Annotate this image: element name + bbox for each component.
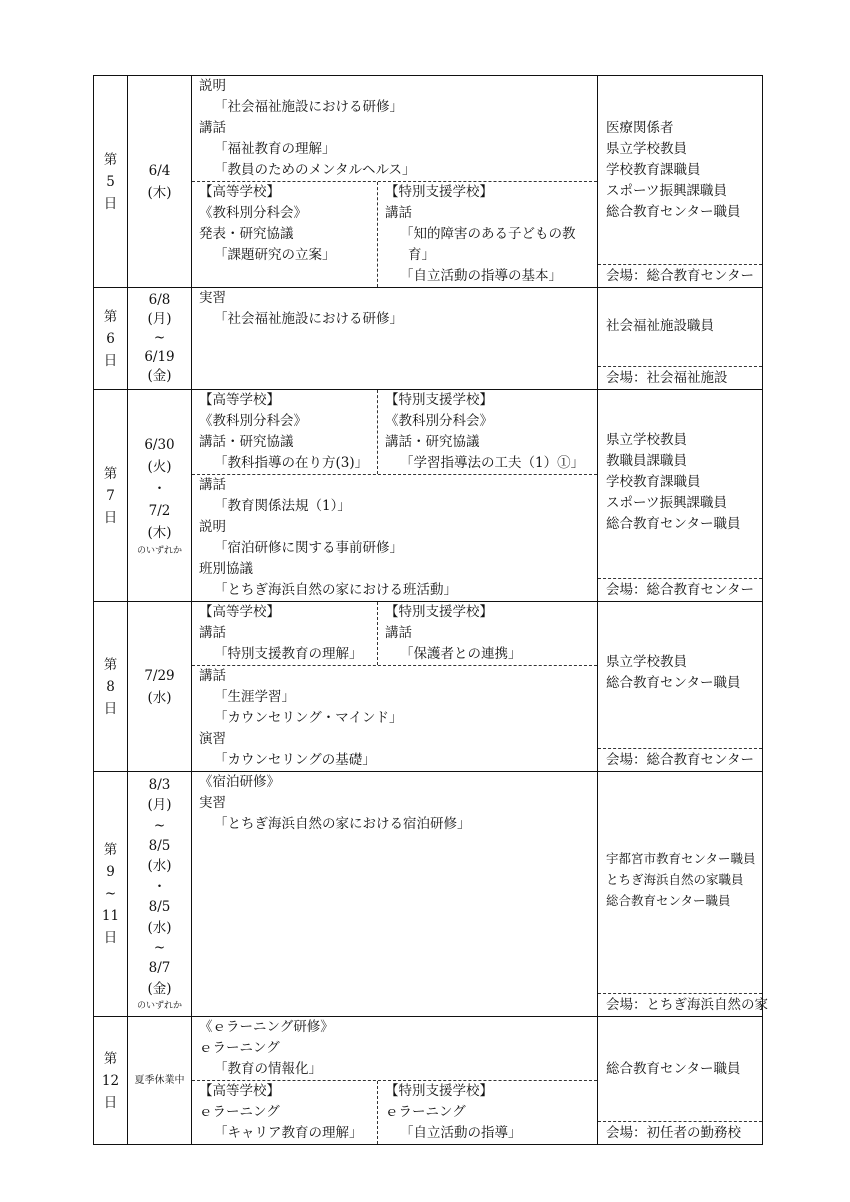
content-line: 講話 [199, 120, 226, 136]
special-support-block: 【特別支援学校】 講話 「知的障害のある子どもの教 育」 「自立活動の指導の基本」 [385, 184, 576, 284]
high-school-block: 【高等学校】 講話 「特別支援教育の理解」 [192, 602, 378, 665]
venue-label: 会場：初任者の勤務校 [598, 1121, 762, 1144]
date-cell: 6/30 (火) ・ 7/2 (木) のいずれか [128, 390, 192, 602]
high-school-block: 【高等学校】 《教科別分科会》 講話・研究協議 「教科指導の在り方(3)」 [192, 390, 378, 474]
schedule-row-day8 [94, 602, 763, 772]
content-line: 「教員のためのメンタルヘルス」 [214, 162, 416, 178]
day-label: 第 6 日 [94, 288, 128, 390]
participants-list: 宇都宮市教育センター職員 とちぎ海浜自然の家職員 総合教育センター職員 [606, 851, 756, 908]
date-note: のいずれか [136, 1001, 182, 1012]
participants-cell [598, 390, 763, 602]
school-split [192, 1080, 597, 1144]
content-line: 「社会福祉施設における研修」 [214, 99, 403, 115]
participants-cell [598, 602, 763, 772]
date-cell: 6/8 (月) ~ 6/19 (金) [128, 288, 192, 390]
high-school-block: 【高等学校】 ｅラーニング 「キャリア教育の理解」 [192, 1081, 378, 1144]
day-label: 第 5 日 [94, 76, 128, 288]
special-support-block: 【特別支援学校】 講話 「保護者との連携」 [385, 604, 522, 662]
day-label: 第 12 日 [94, 1017, 128, 1145]
high-school-block: 【高等学校】 《教科別分科会》 発表・研究協議 「課題研究の立案」 [192, 182, 378, 287]
participants-cell [598, 772, 768, 1017]
participants-list: 県立学校教員 教職員課職員 学校教育課職員 スポーツ振興課職員 総合教育センター職員 [606, 432, 741, 532]
content-cell: 【高等学校】 《教科別分科会》 講話・研究協議 「教科指導の在り方(3)」 【特別支援学校】 《教科別分科会》 講話・研究協議 「学習指導法の工夫（1）①」 講話 「教育関係法規（1）」 説明 「宿泊研修に関する事前研修」 班別協議 「とちぎ海浜自然の家における班活動」 [192, 390, 598, 602]
venue-label: 会場：とちぎ海浜自然の家 [598, 993, 762, 1016]
schedule-row-day6 [94, 288, 763, 390]
schedule-row-day12 [94, 1017, 763, 1145]
content-cell: 《ｅラーニング研修》 ｅラーニング 「教育の情報化」 【高等学校】 ｅラーニング 「キャリア教育の理解」 【特別支援学校】 ｅラーニング 「自立活動の指導」 [192, 1017, 598, 1145]
content-cell: 《宿泊研修》 実習 「とちぎ海浜自然の家における宿泊研修」 [192, 772, 598, 1017]
content-line: 「福祉教育の理解」 [214, 141, 336, 157]
participants-cell [598, 76, 763, 288]
participants-list: 社会福祉施設職員 [606, 318, 714, 334]
content-cell: 実習 「社会福祉施設における研修」 [192, 288, 598, 390]
date-cell: 6/4 (木) [128, 76, 192, 288]
participants-cell [598, 1017, 763, 1145]
day-label: 第 9 ~ 11 日 [94, 772, 128, 1017]
venue-label: 会場：総合教育センター [598, 578, 762, 601]
special-support-block: 【特別支援学校】 ｅラーニング 「自立活動の指導」 [385, 1083, 522, 1141]
day-label: 第 7 日 [94, 390, 128, 602]
special-support-block: 【特別支援学校】 《教科別分科会》 講話・研究協議 「学習指導法の工夫（1）①」 [385, 392, 585, 471]
school-split [192, 181, 597, 287]
participants-list: 医療関係者 県立学校教員 学校教育課職員 スポーツ振興課職員 総合教育センター職員 [606, 120, 741, 220]
venue-label: 会場：総合教育センター [598, 748, 762, 771]
venue-label: 会場：社会福祉施設 [598, 366, 762, 389]
schedule-row-day9-11 [94, 772, 763, 1017]
content-cell [192, 76, 598, 288]
training-schedule-table [93, 75, 768, 1145]
schedule-row-day5 [94, 76, 763, 288]
date-note: のいずれか [136, 545, 182, 556]
school-split [192, 602, 597, 666]
participants-list: 総合教育センター職員 [606, 1061, 741, 1077]
content-line: 説明 [199, 78, 226, 94]
venue-label: 会場：総合教育センター [598, 264, 762, 287]
participants-cell [598, 288, 763, 390]
day-label: 第 8 日 [94, 602, 128, 772]
schedule-row-day7 [94, 390, 763, 602]
school-split [192, 390, 597, 475]
date-cell: 7/29 (水) [128, 602, 192, 772]
date-cell: 夏季休業中 [128, 1017, 192, 1145]
date-cell: 8/3 (月) ~ 8/5 (水) ・ 8/5 (水) ~ 8/7 (金) のいずれか [128, 772, 192, 1017]
participants-list: 県立学校教員 総合教育センター職員 [606, 654, 741, 691]
content-cell: 【高等学校】 講話 「特別支援教育の理解」 【特別支援学校】 講話 「保護者との連携」 講話 「生涯学習」 「カウンセリング・マインド」 演習 「カウンセリングの基礎」 [192, 602, 598, 772]
